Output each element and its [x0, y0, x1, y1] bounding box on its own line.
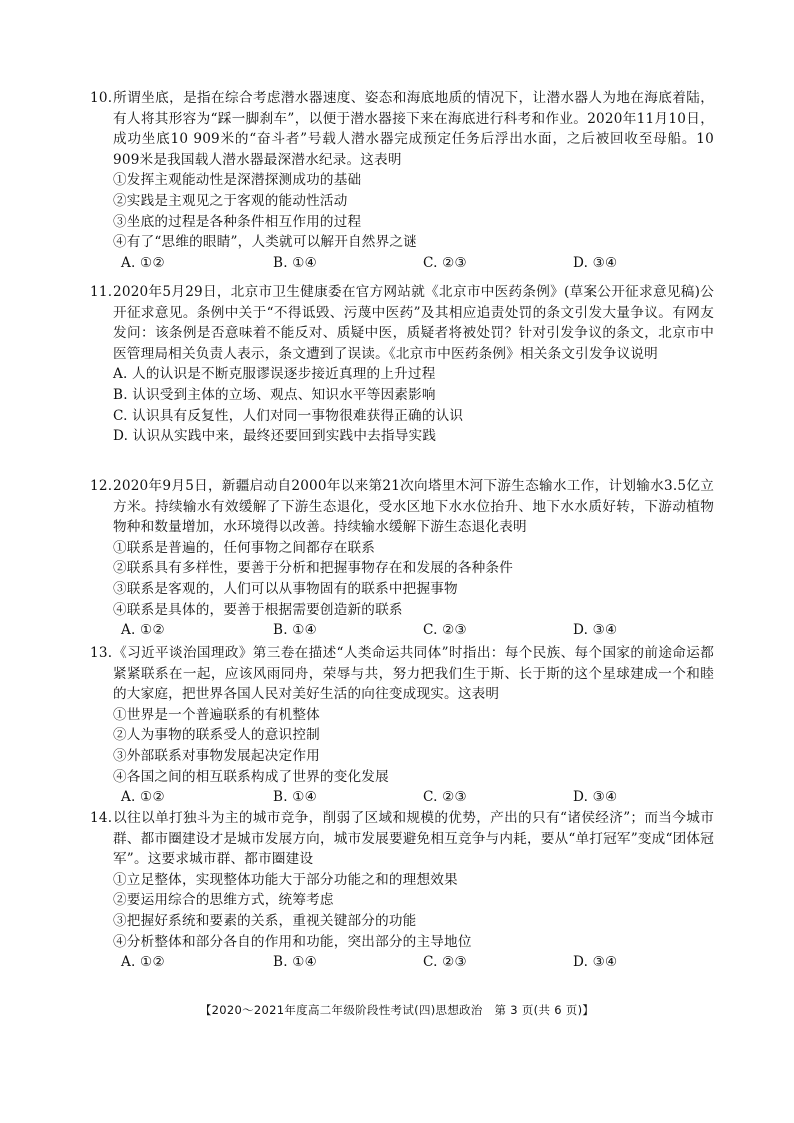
statement-3: ③联系是客观的，人们可以从事物固有的联系中把握事物 [113, 580, 458, 597]
question-11 [90, 282, 714, 447]
statement-4: ④联系是具体的，要善于根据需要创造新的联系 [113, 601, 403, 618]
question-stem [90, 88, 714, 170]
question-number: 11. [90, 284, 113, 300]
question-12 [90, 476, 714, 641]
question-text: 2020年9月5日，新疆启动自2000年以来第21次向塔里木河下游生态输水工作，计划输水3.5亿立方米。持续输水有效缓解了下游生态退化，受水区地下水水位抬升、地下水水质好转，下游动植物物种和数量增加，水环境得以改善。持续输水缓解下游生态退化表明 [113, 478, 714, 536]
question-text: 《习近平谈治国理政》第三卷在描述“人类命运共同体”时指出：每个民族、每个国家的前途命运都紧紧联系在一起，应该风雨同舟，荣辱与共，努力把我们生于斯、长于斯的这个星球建成一个和睦的大家庭，把世界各国人民对美好生活的向往变成现实。这表明 [113, 645, 714, 703]
choice-d: D. ③④ [573, 954, 618, 971]
question-stem [90, 282, 714, 364]
choice-a: A. 人的认识是不断克服谬误逐步接近真理的上升过程 [113, 366, 436, 383]
statement-3: ③外部联系对事物发展起决定作用 [113, 747, 320, 764]
statement-2: ②联系具有多样性，要善于分析和把握事物存在和发展的各种条件 [113, 560, 514, 577]
question-stem [90, 476, 714, 538]
statement-4: ④分析整体和部分各自的作用和功能，突出部分的主导地位 [113, 933, 472, 950]
choice-b: B. ①④ [273, 254, 318, 271]
question-number: 14. [90, 810, 113, 826]
choice-c: C. 认识具有反复性，人们对同一事物很难获得正确的认识 [113, 407, 464, 424]
question-text: 所谓坐底，是指在综合考虑潜水器速度、姿态和海底地质的情况下，让潜水器人为地在海底着陆，有人将其形容为“踩一脚刹车”，以便于潜水器接下来在海底进行科考和作业。2020年11月10日，成功坐底10 909米的“奋斗者”号载人潜水器完成预定任务后浮出水面，之后被回收至母船。10 909米是我国载人潜水器最深潜水纪录。这表明 [113, 90, 714, 168]
question-stem [90, 808, 714, 870]
choice-d: D. 认识从实践中来，最终还要回到实践中去指导实践 [113, 428, 437, 445]
question-text: 2020年5月29日，北京市卫生健康委在官方网站就《北京市中医药条例》(草案公开征求意见稿)公开征求意见。条例中关于“不得诋毁、污蔑中医药”及其相应追责处罚的条文引发大量争议。有网友发问：该条例是否意味着不能反对、质疑中医，质疑者将被处罚？针对引发争议的条文，北京市中医管理局相关负责人表示，条文遭到了误读。《北京市中医药条例》相关条文引发争议说明 [113, 284, 714, 362]
page-footer: 【2020～2021年度高二年级阶段性考试(四)思想政治 第 3 页(共 6 页)】 [199, 1003, 595, 1017]
choice-c: C. ②③ [423, 789, 467, 806]
statement-4: ④各国之间的相互联系构成了世界的变化发展 [113, 768, 389, 785]
choice-b: B. ①④ [273, 954, 318, 971]
question-number: 13. [90, 645, 113, 661]
question-number: 12. [90, 478, 113, 494]
choice-a: A. ①② [121, 789, 165, 806]
statement-1: ①世界是一个普遍联系的有机整体 [113, 706, 320, 723]
choice-b: B. ①④ [273, 622, 318, 639]
question-text: 以往以单打独斗为主的城市竞争，削弱了区域和规模的优势，产出的只有“诸侯经济”；而当今城市群、都市圈建设才是城市发展方向，城市发展要避免相互竞争与内耗，要从“单打冠军”变成“团体冠军”。这要求城市群、都市圈建设 [113, 810, 714, 868]
statement-1: ①立足整体，实现整体功能大于部分功能之和的理想效果 [113, 871, 458, 888]
question-13 [90, 643, 714, 808]
choice-d: D. ③④ [573, 789, 618, 806]
choice-c: C. ②③ [423, 622, 467, 639]
choice-c: C. ②③ [423, 254, 467, 271]
statement-1: ①联系是普遍的，任何事物之间都存在联系 [113, 539, 376, 556]
choice-a: A. ①② [121, 254, 165, 271]
question-14 [90, 808, 714, 973]
answer-choices [90, 952, 714, 973]
choice-b: B. ①④ [273, 789, 318, 806]
question-stem [90, 643, 714, 705]
statement-2: ②人为事物的联系受人的意识控制 [113, 727, 320, 744]
choice-b: B. 认识受到主体的立场、观点、知识水平等因素影响 [113, 386, 436, 403]
statement-3: ③坐底的过程是各种条件相互作用的过程 [113, 213, 362, 230]
answer-choices [90, 620, 714, 641]
choice-a: A. ①② [121, 622, 165, 639]
statement-2: ②实践是主观见之于客观的能动性活动 [113, 192, 348, 209]
choice-d: D. ③④ [573, 622, 618, 639]
statement-4: ④有了“思维的眼睛”，人类就可以解开自然界之谜 [113, 234, 417, 251]
question-10 [90, 88, 714, 274]
answer-choices [90, 253, 714, 274]
statement-3: ③把握好系统和要素的关系，重视关键部分的功能 [113, 912, 417, 929]
question-number: 10. [90, 90, 113, 106]
choice-a: A. ①② [121, 954, 165, 971]
statement-1: ①发挥主观能动性是深潜探测成功的基础 [113, 172, 362, 189]
choice-d: D. ③④ [573, 254, 618, 271]
choice-c: C. ②③ [423, 954, 467, 971]
answer-choices [90, 787, 714, 808]
statement-2: ②要运用综合的思维方式，统筹考虑 [113, 892, 334, 909]
